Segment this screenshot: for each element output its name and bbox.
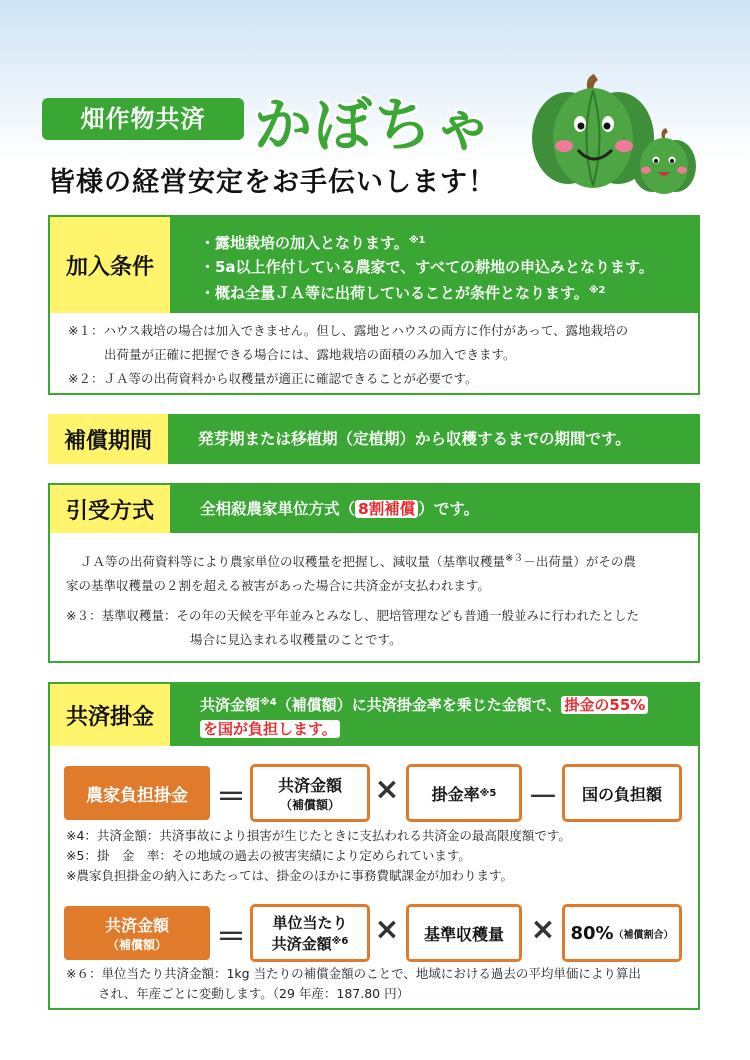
note-line: 場合に見込まれる収穫量のことです。 — [190, 632, 402, 647]
formula-standard-yield: 基準収穫量 — [406, 904, 522, 962]
kakekin-notes — [66, 826, 706, 886]
note-line: ※１：ハウス栽培の場合は加入できません。但し、露地とハウスの両方に作付があって、露地栽培の — [68, 323, 629, 338]
hikiuke-body — [50, 547, 698, 652]
hosho-text: 発芽期または移植期（定植期）から収穫するまでの期間です。 — [198, 430, 631, 448]
note-line: ※農家負担掛金の納入にあたっては、掛金のほかに事務費賦課金が加わります。 — [66, 868, 513, 883]
formula-national-share: 国の負担額 — [562, 764, 682, 822]
formula-insured-amount-result: 共済金額 （補償額） — [64, 906, 210, 960]
note-line: ※３：基準収穫量：その年の天候を平年並みとみなし、肥培管理なども普通一般並みに行われたとした — [66, 608, 639, 623]
coverage-rate-highlight: 8割補償 — [355, 500, 418, 518]
category-tag: 畑作物共済 — [42, 98, 244, 140]
note-6 — [66, 964, 706, 1004]
note-line: ※２：ＪＡ等の出荷資料から収穫量が適正に確認できることが必要です。 — [68, 371, 478, 386]
formula-farmer-premium: 農家負担掛金 — [64, 766, 210, 820]
formula-premium-rate: 掛金率 ※5 — [406, 764, 522, 822]
kanyu-items — [200, 229, 700, 305]
times-sign: × — [530, 912, 556, 947]
kanyu-notes — [50, 319, 698, 391]
kanyu-item: ・概ね全量ＪＡ等に出荷していることが条件となります。$^{※2}$ — [200, 284, 606, 302]
minus-sign: － — [528, 780, 558, 815]
equals-sign: ＝ — [216, 920, 246, 955]
body-line: 家の基準収穫量の２割を超える被害があった場合に共済金が支払われます。 — [66, 578, 490, 593]
section-label: 補償期間 — [48, 414, 168, 464]
section-hosho-kikan — [48, 414, 700, 464]
section-hikiuke-hoshiki — [48, 483, 700, 663]
equals-sign: ＝ — [216, 780, 246, 815]
note-line: され、年産ごとに変動します。（29 年産：187.80 円） — [98, 986, 410, 1001]
kanyu-item: ・露地栽培の加入となります。$^{※1}$ — [200, 234, 426, 252]
section-label: 加入条件 — [50, 217, 170, 313]
section-label: 共済掛金 — [50, 684, 170, 746]
note-line: ※5：掛 金 率：その地域の過去の被害実績により定められています。 — [66, 848, 471, 863]
note-line: ※６：単位当たり共済金額：1kg 当たりの補償金額のことで、地域における過去の平均単価により算出 — [66, 966, 641, 981]
formula-coverage-ratio: 80% （補償割合） — [562, 904, 682, 962]
note-line: 出荷量が正確に把握できる場合には、露地栽培の面積のみ加入できます。 — [104, 347, 516, 362]
times-sign: × — [374, 912, 400, 947]
tagline: 皆様の経営安定をお手伝いします！ — [48, 167, 496, 198]
times-sign: × — [374, 772, 400, 807]
crop-title: かぼちゃ — [254, 91, 495, 159]
kakekin-text: 共済金額$^{※4}$（補償額）に共済掛金率を乗じた金額で、 掛金の55% を国が負担します。 — [200, 691, 700, 741]
kanyu-item: ・5a以上作付している農家で、すべての耕地の申込みとなります。 — [200, 258, 654, 276]
body-line: ＪＡ等の出荷資料等により農家単位の収穫量を把握し、減収量（基準収穫量$^{※3}$－出荷量）がその農 — [80, 553, 636, 569]
hikiuke-text: 全相殺農家単位方式（ 8割補償 ）です。 — [200, 500, 480, 518]
section-kanyu-joken — [48, 215, 700, 395]
section-label: 引受方式 — [50, 485, 170, 533]
note-line: ※4：共済金額：共済事故により損害が生じたときに支払われる共済金の最高限度額です。 — [66, 828, 571, 843]
formula-insured-amount: 共済金額 （補償額） — [250, 764, 370, 822]
formula-unit-insured-amount: 単位当たり 共済金額$^{※6}$ — [250, 904, 370, 962]
pumpkin-mascot-small-icon — [628, 128, 700, 194]
